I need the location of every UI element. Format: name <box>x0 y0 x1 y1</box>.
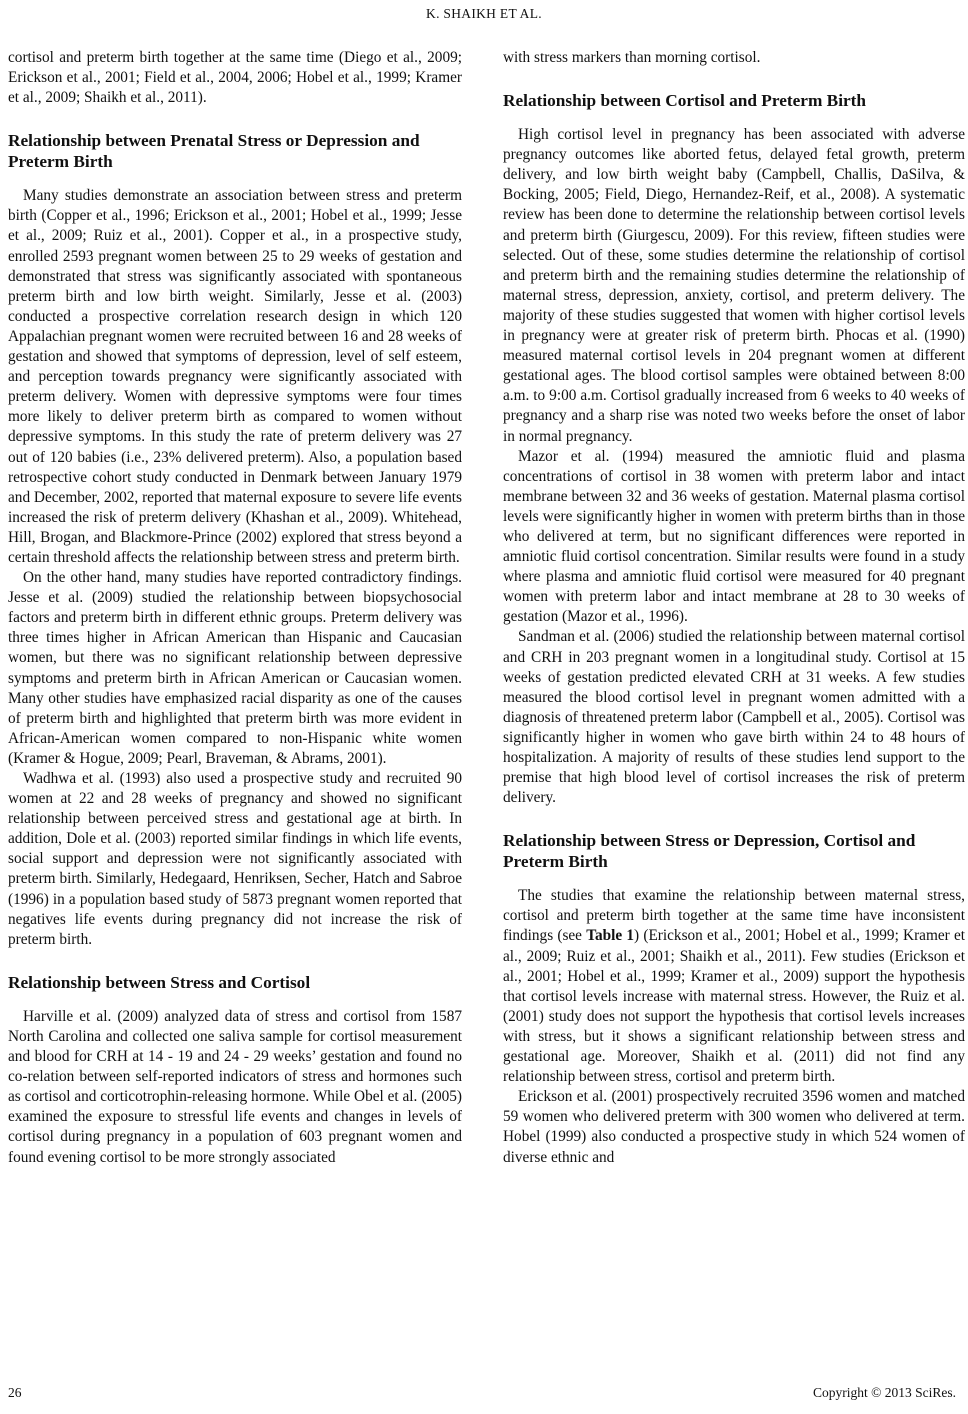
paragraph-erickson-study: Erickson et al. (2001) prospectively recruited 3596 women and matched 59 women who delivered preterm with 300 women who delivered at term. Hobel (1999) also conducted a prospective study in which 524 women of diverse ethnic and <box>503 1088 965 1166</box>
paragraph-contradictory-findings: On the other hand, many studies have reported contradictory findings. Jesse et al. (2009) studied the relationship between biopsychosocial factors and preterm birth in different ethnic groups. Preterm delivery was three times higher in African American than Hispanic and Caucasian women, but there was no significant relationship between depressive symptoms and preterm birth in African American or Caucasian women. Many other studies have emphasized racial disparity as one of the causes of preterm birth and highlighted that preterm birth was more evident in African-American women compared to non-Hispanic white women (Kramer & Hogue, 2009; Pearl, Braveman, & Abrams, 2001). <box>8 569 462 767</box>
paragraph-high-cortisol: High cortisol level in pregnancy has been associated with adverse pregnancy outcomes like aborted fetus, delayed fetal growth, preterm delivery, and low birth weight baby (Campbell, Challis, DaSilva, & Bocking, 2005; Field, Diego, Hernandez-Reif, et al., 2008). A systematic review has been done to determine the relationship between cortisol levels and preterm birth (Giurgescu, 2009). For this review, fifteen studies were selected. Out of these, some studies determine the relationship of cortisol and preterm birth and the remaining studies determine the relationship of maternal stress, depression, anxiety, cortisol, and preterm delivery. The majority of these studies suggested that women with higher cortisol levels in pregnancy were at greater risk of preterm birth. Phocas et al. (1990) measured maternal cortisol levels in 204 pregnant women at different gestational ages. The blood cortisol samples were obtained between 8:00 a.m. to 9:00 a.m. Cortisol gradually increased from 6 weeks to 40 weeks of pregnancy and a sharp rise was noted two weeks before the onset of labor in normal pregnancy. <box>503 126 965 445</box>
heading-stress-cortisol: Relationship between Stress and Cortisol <box>8 972 311 992</box>
paragraph-sandman-study: Sandman et al. (2006) studied the relationship between maternal cortisol and CRH in 203 pregnant women in a longitudinal study. Cortisol at 15 weeks of gestation predicted elevated CRH at 31 weeks. A few studies measured the blood cortisol level in pregnant women admitted with a diagnosis of threatened preterm labor (Campbell et al., 2005). Cortisol was significantly higher in women who gave birth within 24 to 48 hours of hospitalization. A majority of results of these studies lend support to the premise that high blood level of cortisol increases the risk of preterm delivery. <box>503 628 965 807</box>
running-header: K. SHAIKH ET AL. <box>426 6 542 21</box>
table-reference-link[interactable]: Table 1 <box>586 927 635 945</box>
paragraph-intro: cortisol and preterm birth together at the same time (Diego et al., 2009; Erickson et al., 2001; Field et al., 2004, 2006; Hobel et al., 1999; Kramer et al., 2009; Shaikh et al., 2011). <box>8 49 462 107</box>
paragraph-stress-association: Many studies demonstrate an association between stress and preterm birth (Copper et al., 1996; Erickson et al., 2001; Hobel et al., 1999; Jesse et al., 2009; Ruiz et al., 2001). Copper et al., in a prospective study, enrolled 2593 pregnant women between 25 to 29 weeks of gestation and demonstrated that stress was significantly associated with spontaneous preterm birth and low birth weight. Similarly, Jesse et al. (2003) conducted a prospective correlation research design in which 120 Appalachian pregnant women were recruited between 16 and 28 weeks of gestation and showed that symptoms of depression, level of self esteem, and perception towards pregnancy were significantly associated with preterm delivery. Women with depressive symptoms were four times more likely to deliver preterm birth as compared to women without depressive symptoms. In this study the rate of preterm delivery was 27 out of 120 babies (i.e., 23% delivered preterm). Also, a population based retrospective cohort study conducted in Denmark between January 1979 and December, 2002, reported that maternal exposure to severe life events increased the risk of preterm delivery (Khashan et al., 2009). Whitehead, Hill, Brogan, and Blackmore-Prince (2002) explored that stress beyond a certain threshold affects the relationship between stress and preterm birth. <box>8 187 462 566</box>
heading-stress-depression-preterm: Relationship between Prenatal Stress or Depression and Preterm Birth <box>8 131 420 172</box>
paragraph-harville-study: Harville et al. (2009) analyzed data of stress and cortisol from 1587 North Carolina and collected one saliva sample for cortisol measurement and blood for CRH at 14 - 19 and 24 - 29 weeks’ gestation and found no co-relation between self-reported indicators of stress and hormones such as cortisol and corticotrophin-releasing hormone. While Obel et al. (2005) examined the exposure to stressful life events and changes in levels of cortisol during pregnancy in a population of 603 pregnant women and found evening cortisol to be more strongly associated <box>8 1007 462 1166</box>
right-column <box>503 48 965 1168</box>
heading-stress-depression-cortisol-preterm: Relationship between Stress or Depression, Cortisol and Preterm Birth <box>503 831 916 872</box>
page-number: 26 <box>8 1385 22 1400</box>
left-column <box>8 48 462 1168</box>
paragraph-wadhwa-study: Wadhwa et al. (1993) also used a prospective study and recruited 90 women at 22 and 28 weeks of pregnancy and showed no significant relationship between perceived stress and gestational age at birth. In addition, Dole et al. (2003) reported similar findings in which life events, social support and depression were not significantly associated with preterm birth. Similarly, Hedegaard, Henriksen, Secher, Hatch and Sabroe (1996) in a population based study of 5873 pregnant women reported that negatives life events during pregnancy did not increase the risk of preterm birth. <box>8 770 462 948</box>
copyright-notice: Copyright © 2013 SciRes. <box>812 1385 956 1400</box>
paragraph-text-part: The studies that examine the relationship between maternal stress, cortisol and preterm birth together at the same time have inconsistent findings (see <box>503 887 965 945</box>
paragraph-continuation: with stress markers than morning cortisol. <box>503 49 761 66</box>
paragraph-text-part: ) (Erickson et al., 2001; Hobel et al., 1999; Kramer et al., 2009; Ruiz et al., 2001; Shaikh et al., 2011). Few studies (Erickson et al., 2001; Hobel et al., 1999; Kramer et al., 2009) support the hypothesis that cortisol levels increase with maternal stress. However, the Ruiz et al. (2001) study does not support the hypothesis that cortisol levels increases with stress, but it shows a significant relationship between stress and gestational age. Moreover, Shaikh et al. (2011) did not find any relationship between stress, cortisol and preterm birth. <box>503 927 965 1086</box>
heading-cortisol-preterm: Relationship between Cortisol and Preterm Birth <box>503 91 867 111</box>
paragraph-inconsistent-findings <box>503 886 965 1087</box>
paragraph-mazor-study: Mazor et al. (1994) measured the amniotic fluid and plasma concentrations of cortisol in 38 women with preterm labor and intact membrane between 32 and 36 weeks of gestation. Maternal plasma cortisol levels were significantly higher in women with preterm births than in those who delivered at term, but no significant differences were reported in amniotic fluid cortisol concentration. Similar results were found in a study where plasma and amniotic fluid cortisol were measured for 40 pregnant women with preterm labor and intact membrane at 28 to 30 weeks of gestation (Mazor et al., 1996). <box>503 447 965 626</box>
